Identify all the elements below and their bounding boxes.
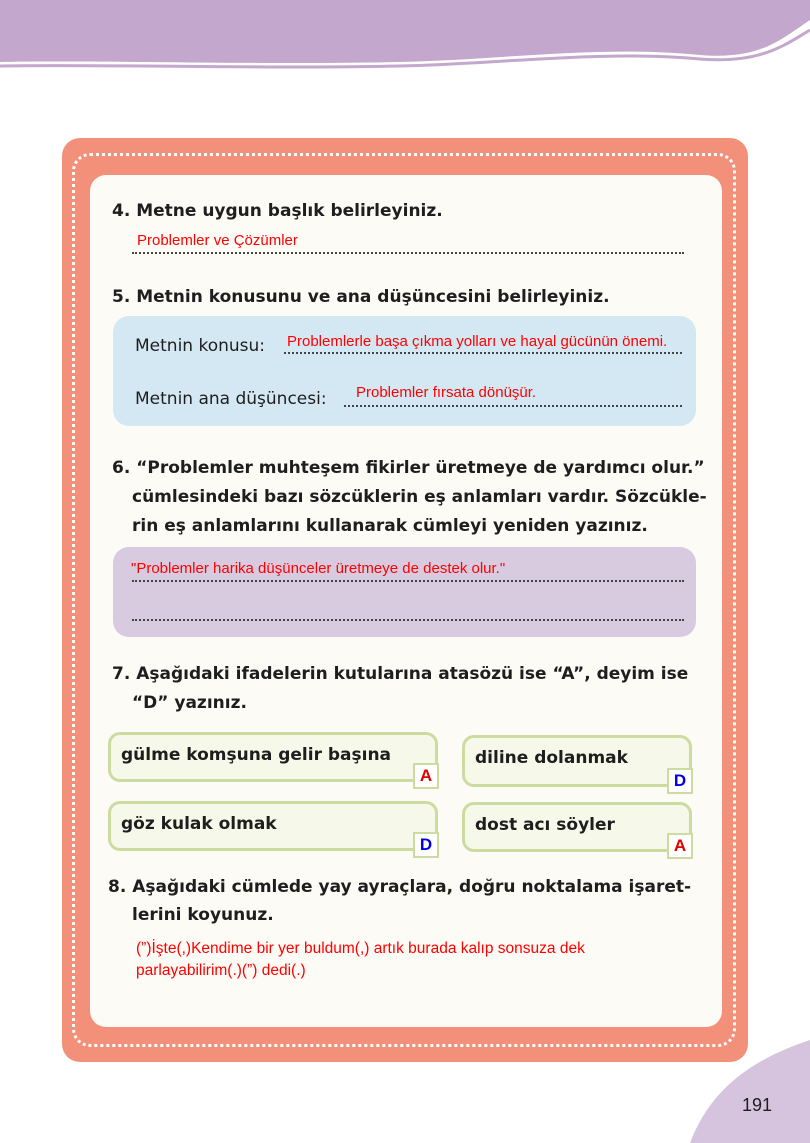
question-5: 5. Metnin konusunu ve ana düşüncesini belirleyiniz. — [112, 287, 610, 307]
question-6-line3: rin eş anlamlarını kullanarak cümleyi yeniden yazınız. — [132, 516, 648, 536]
idea-label: Metnin ana düşüncesi: — [135, 389, 327, 409]
page-number: 191 — [742, 1095, 773, 1115]
idiom-text: dost acı söyler — [475, 815, 615, 835]
answer-tag[interactable]: A — [667, 833, 693, 859]
topic-label: Metnin konusu: — [135, 336, 266, 356]
header-wave — [0, 0, 810, 80]
question-6-line2: cümlesindeki bazı sözcüklerin eş anlamları vardır. Sözcükle- — [132, 487, 707, 507]
question-7-line2: “D” yazınız. — [132, 693, 247, 713]
question-6-line1: 6. “Problemler muhteşem fikirler üretmeye de yardımcı olur.” — [112, 458, 705, 478]
answer-line — [132, 607, 684, 621]
answer-8-line2[interactable]: parlayabilirim(.)(”) dedi(.) — [136, 962, 306, 979]
answer-8-line1[interactable]: (”)İşte(,)Kendime bir yer buldum(,) artık burada kalıp sonsuza dek — [136, 940, 585, 957]
question-8-line1: 8. Aşağıdaki cümlede yay ayraçlara, doğru noktalama işaret- — [108, 877, 692, 897]
answer-6[interactable]: "Problemler harika düşünceler üretmeye de destek olur." — [131, 560, 506, 577]
idiom-text: göz kulak olmak — [121, 814, 277, 834]
idiom-text: gülme komşuna gelir başına — [121, 745, 392, 765]
idiom-box — [462, 735, 692, 790]
idiom-box — [108, 732, 438, 785]
idiom-box — [108, 801, 438, 854]
idiom-text: diline dolanmak — [475, 748, 628, 768]
answer-tag[interactable]: D — [413, 832, 439, 858]
question-4: 4. Metne uygun başlık belirleyiniz. — [112, 201, 443, 221]
answer-tag[interactable]: D — [667, 768, 693, 794]
question-7-line1: 7. Aşağıdaki ifadelerin kutularına atasözü ise “A”, deyim ise — [112, 664, 689, 684]
answer-tag[interactable]: A — [413, 763, 439, 789]
topic-answer[interactable]: Problemlerle başa çıkma yolları ve hayal gücünün önemi. — [287, 333, 668, 350]
idea-answer[interactable]: Problemler fırsata dönüşür. — [356, 384, 537, 401]
question-8-line2: lerini koyunuz. — [132, 905, 274, 925]
answer-4[interactable]: Problemler ve Çözümler — [137, 232, 298, 249]
idiom-box — [462, 802, 692, 855]
